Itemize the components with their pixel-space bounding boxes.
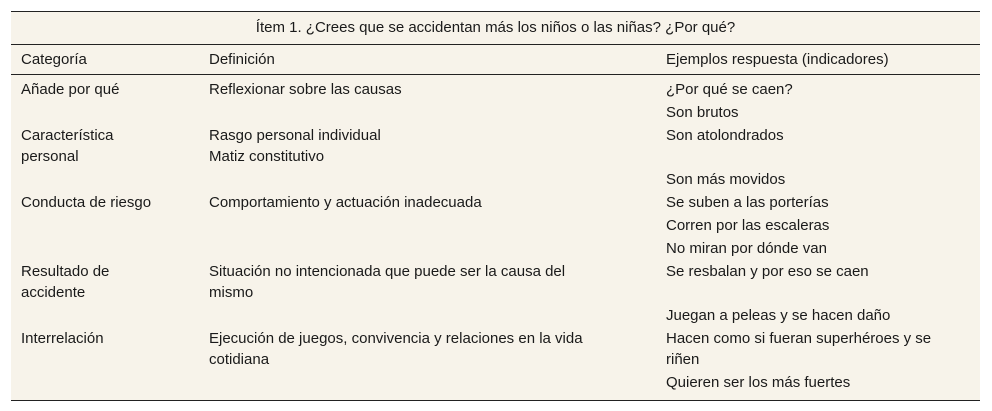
table-caption: Ítem 1. ¿Crees que se accidentan más los niños o las niñas? ¿Por qué?: [11, 12, 980, 45]
example-line: Son atolondrados: [666, 127, 784, 144]
example-line: Se suben a las porterías: [666, 194, 829, 211]
header-categoria: Categoría: [21, 51, 87, 68]
category-line: Interrelación: [21, 330, 104, 347]
header-definicion: Definición: [209, 51, 275, 68]
example-line: Son brutos: [666, 104, 739, 121]
example-line: Hacen como si fueran superhéroes y se: [666, 330, 932, 347]
definition-line: cotidiana: [209, 351, 270, 368]
example-line: Quieren ser los más fuertes: [666, 374, 851, 391]
header-ejemplos: Ejemplos respuesta (indicadores): [666, 51, 889, 68]
definition-line: Ejecución de juegos, convivencia y relaciones en la vida: [209, 330, 583, 347]
category-line: Añade por qué: [21, 81, 120, 98]
example-line: Son más movidos: [666, 171, 786, 188]
example-line: Corren por las escaleras: [666, 217, 830, 234]
category-line: accidente: [21, 284, 86, 301]
example-line: riñen: [666, 351, 700, 368]
example-line: ¿Por qué se caen?: [666, 81, 793, 98]
category-line: personal: [21, 148, 79, 165]
definition-line: Matiz constitutivo: [209, 148, 325, 165]
header-row: [11, 45, 980, 75]
definition-line: Rasgo personal individual: [209, 127, 381, 144]
example-line: Juegan a peleas y se hacen daño: [666, 307, 891, 324]
table-body: [11, 75, 980, 401]
definition-line: Comportamiento y actuación inadecuada: [209, 194, 482, 211]
categories-table: [11, 11, 980, 401]
definition-line: Reflexionar sobre las causas: [209, 81, 402, 98]
example-line: No miran por dónde van: [666, 240, 827, 257]
category-line: Conducta de riesgo: [21, 194, 152, 211]
example-line: Se resbalan y por eso se caen: [666, 263, 869, 280]
definition-line: mismo: [209, 284, 254, 301]
definition-line: Situación no intencionada que puede ser la causa del: [209, 263, 566, 280]
category-line: Resultado de: [21, 263, 110, 280]
category-line: Característica: [21, 127, 114, 144]
